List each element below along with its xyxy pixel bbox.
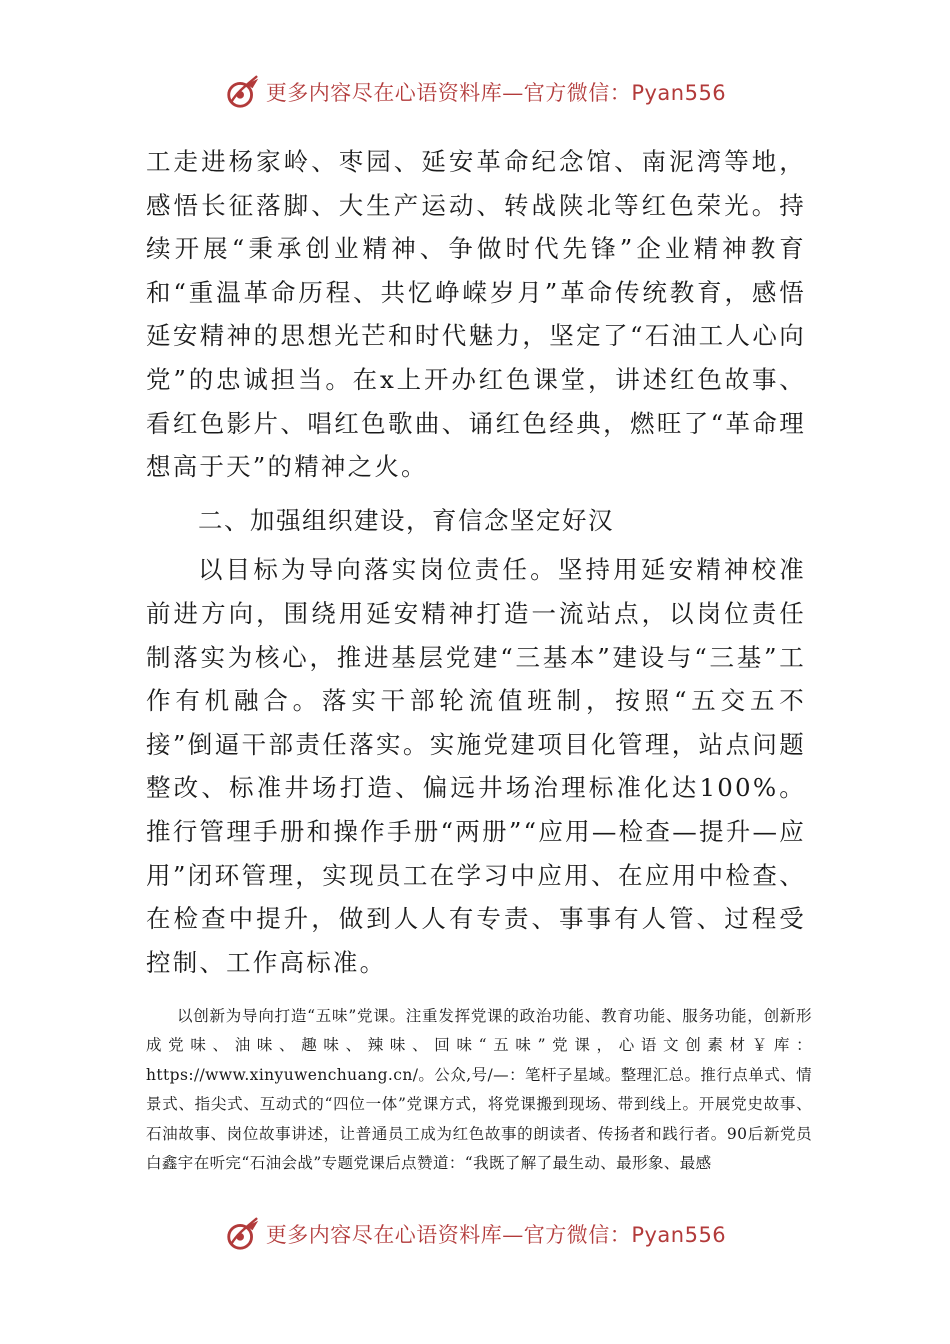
quill-swirl-logo-icon [224,73,262,111]
document-body [146,140,806,984]
paragraph-2: 以目标为导向落实岗位责任。坚持用延安精神校准前进方向，围绕用延安精神打造一流站点，以岗位责任制落实为核心，推进基层党建“三基本”建设与“三基”工作有机融合。落实干部轮流值班制，按照“五交五不接”倒逼干部责任落实。实施党建项目化管理，站点问题整改、标准井场打造、偏远井场治理标准化达100%。推行管理手册和操作手册“两册”“应用—检查—提升—应用”闭环管理，实现员工在学习中应用、在应用中检查、在检查中提升，做到人人有专责、事事有人管、过程受控制、工作高标准。 [146,555,806,977]
watermark-text: 更多内容尽在心语资料库—官方微信：Pyan556 [265,81,727,105]
watermark-text: 更多内容尽在心语资料库—官方微信：Pyan556 [265,1223,727,1247]
paragraph-3: 以创新为导向打造“五味”党课。注重发挥党课的政治功能、教育功能、服务功能，创新形成党味、油味、趣味、辣味、回味“五味”党课，心语文创素材￥库：https://www.xinyuwenchuang.cn/。公众,号/—：笔杆子星域。整理汇总。推行点单式、情景式、指尖式、互动式的“四位一体”党课方式，将党课搬到现场、带到线上。开展党史故事、石油故事、岗位故事讲述，让普通员工成为红色故事的朗读者、传扬者和践行者。90后新党员白鑫宇在听完“石油会战”专题党课后点赞道：“我既了解了最生动、最形象、最感 [146,1007,812,1173]
watermark-banner-bottom [0,1214,950,1254]
watermark-handle: Pyan556 [631,1223,727,1247]
watermark-banner-top [0,72,950,112]
quill-swirl-logo-icon [224,1215,262,1253]
paragraph-1: 工走进杨家岭、枣园、延安革命纪念馆、南泥湾等地，感悟长征落脚、大生产运动、转战陕北等红色荣光。持续开展“秉承创业精神、争做时代先锋”企业精神教育和“重温革命历程、共忆峥嵘岁月”革命传统教育，感悟延安精神的思想光芒和时代魅力，坚定了“石油工人心向党”的忠诚担当。在x上开办红色课堂，讲述红色故事、看红色影片、唱红色歌曲、诵红色经典，燃旺了“革命理想高于天”的精神之火。 [146,147,806,482]
section-heading: 二、加强组织建设，育信念坚定好汉 [198,505,614,535]
watermark-handle: Pyan556 [631,81,727,105]
